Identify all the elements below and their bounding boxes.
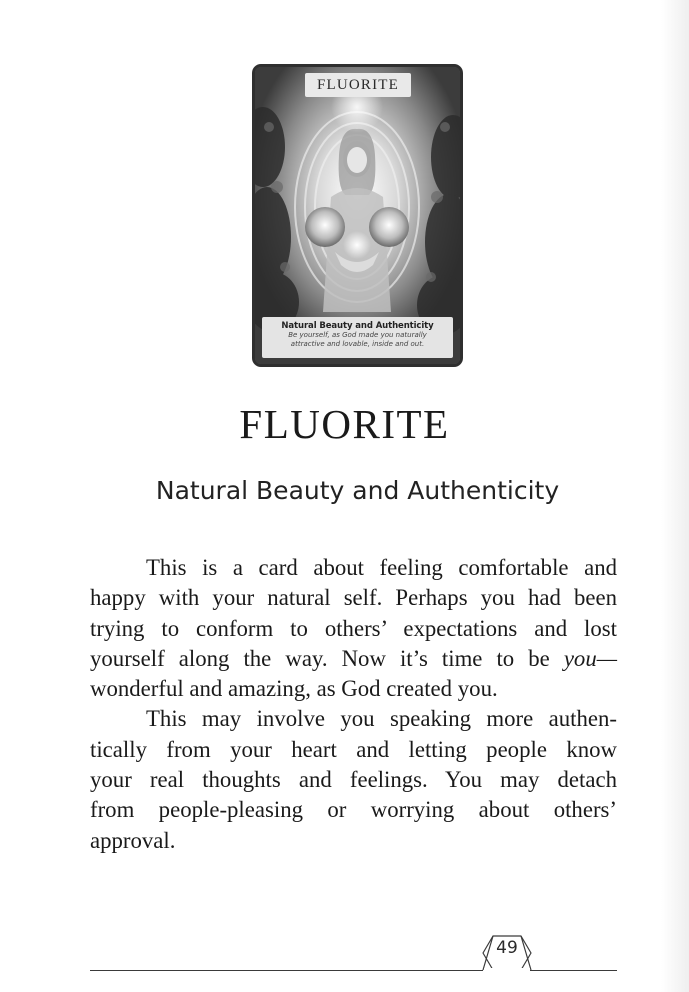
body-line: wonderful and amazing, as God created you.: [90, 676, 498, 702]
card-title: FLUORITE: [305, 73, 411, 97]
footer-rule-right: [530, 970, 617, 971]
body-line: approval.: [90, 827, 176, 853]
body-line: your real thoughts and feelings. You may detach: [90, 767, 617, 793]
card-caption: [262, 317, 453, 358]
page-subtitle: Natural Beauty and Authenticity: [155, 476, 560, 505]
body-line: This may involve you speaking more authen-: [146, 706, 617, 732]
body-line: This is a card about feeling comfortable and: [146, 555, 617, 580]
body-line: [90, 644, 617, 674]
body-line: happy with your natural self. Perhaps you had been: [90, 585, 617, 611]
page-title: FLUORITE: [239, 401, 450, 447]
page-number: 49: [496, 938, 518, 958]
footer-rule-left: [90, 970, 483, 971]
body-line: tically from your heart and letting people know: [90, 736, 617, 762]
body-text: [90, 553, 617, 856]
body-line-text: yourself along the way. Now it’s time to be: [90, 645, 564, 671]
body-line: from people-pleasing or worrying about others’: [90, 797, 617, 823]
oracle-card-image: [252, 64, 463, 367]
body-line: trying to conform to others’ expectations and lost: [90, 615, 617, 641]
card-caption-text: Be yourself, as God made you naturally attractive and lovable, inside and out.: [288, 331, 427, 348]
emphasis-word: you—: [563, 645, 617, 671]
card-caption-title: Natural Beauty and Authenticity: [281, 321, 434, 331]
